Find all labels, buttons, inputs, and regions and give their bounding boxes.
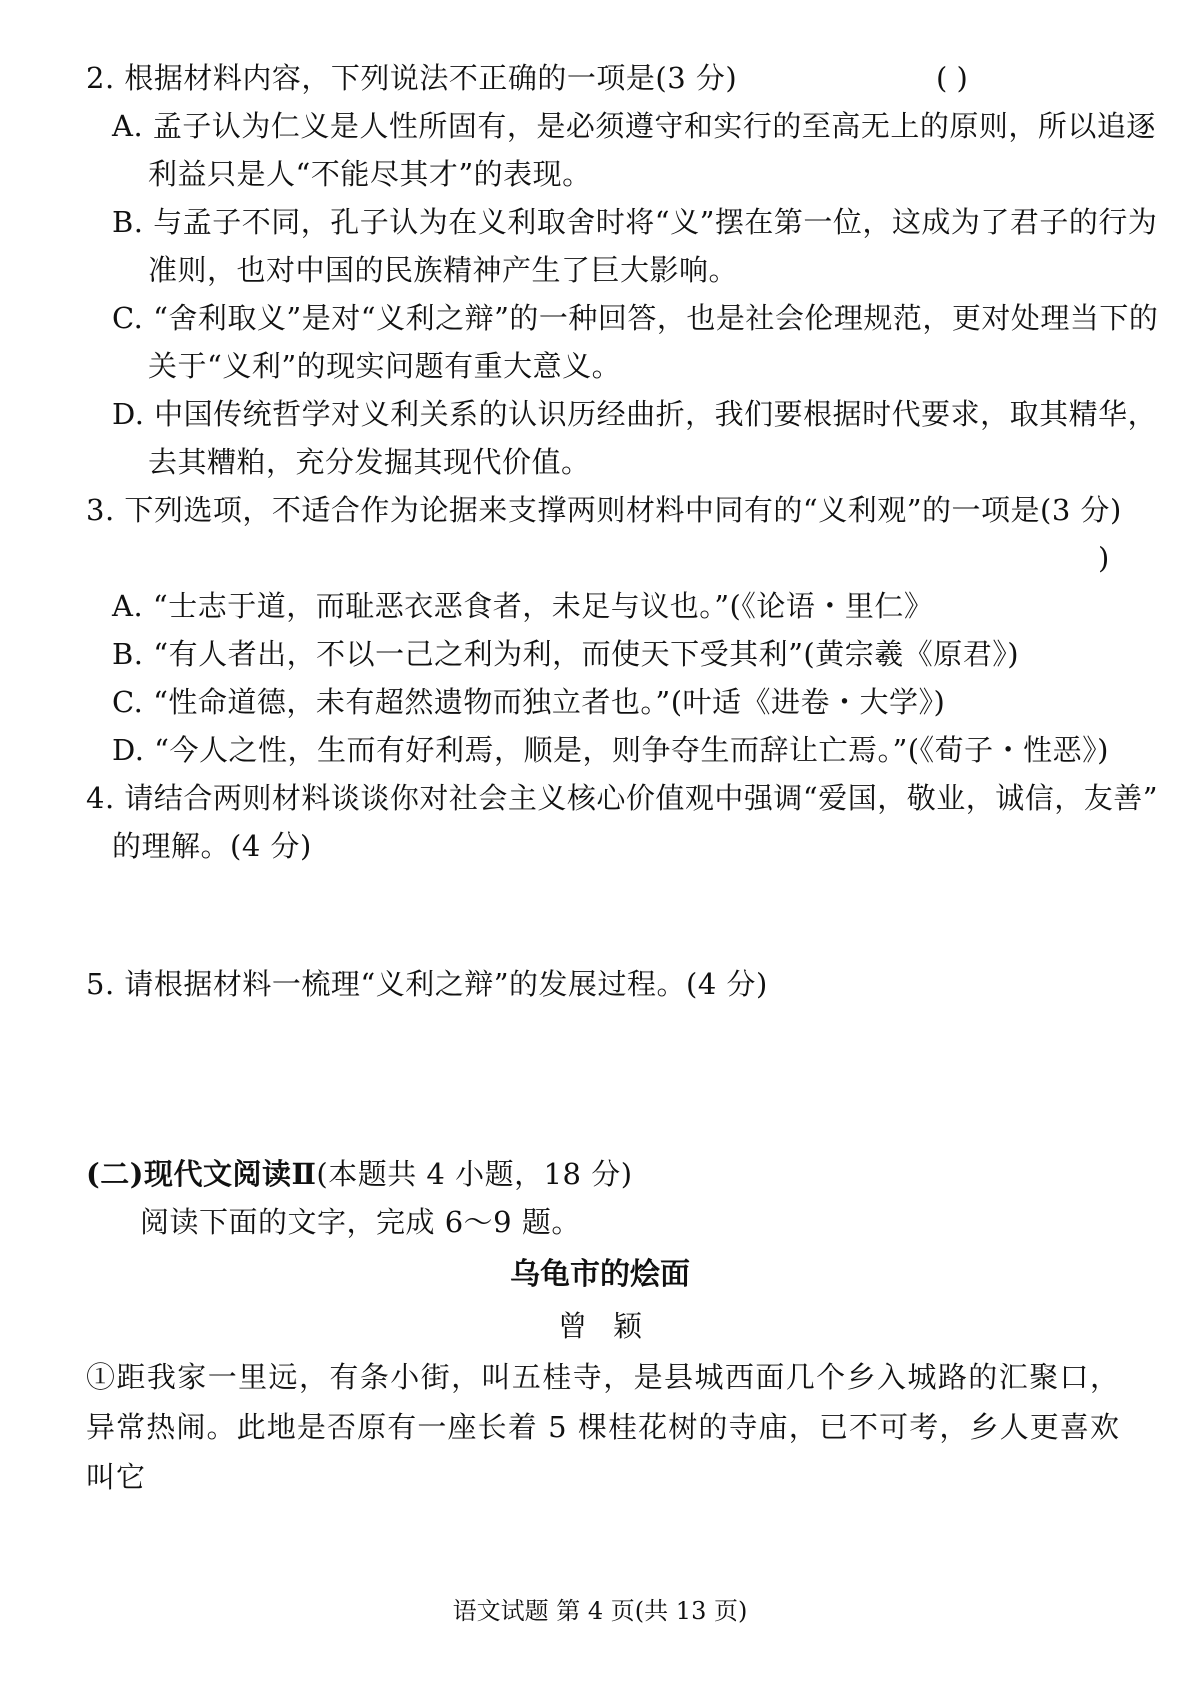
question-3-option-b: B. “有人者出，不以一己之利为利，而使天下受其利”(黄宗羲《原君》) bbox=[112, 637, 1020, 671]
question-3-stem: 3. 下列选项，不适合作为论据来支撑两则材料中同有的“义利观”的一项是(3 分) bbox=[86, 493, 1122, 527]
question-2-option-d-line2: 去其糟粕，充分发掘其现代价值。 bbox=[148, 445, 591, 479]
page-footer: 语文试题 第 4 页(共 13 页) bbox=[452, 1597, 748, 1625]
question-2-option-a-line1: A. 孟子认为仁义是人性所固有，是必须遵守和实行的至高无上的原则，所以追逐 bbox=[112, 109, 1156, 143]
question-2-stem: 2. 根据材料内容，下列说法不正确的一项是(3 分) bbox=[86, 61, 738, 95]
question-3-answer-bracket: ) bbox=[1098, 541, 1110, 575]
section-2-heading-label: (二)现代文阅读Ⅱ bbox=[86, 1157, 317, 1191]
question-2-option-d-line1: D. 中国传统哲学对义利关系的认识历经曲折，我们要根据时代要求，取其精华， bbox=[112, 397, 1158, 431]
question-4-line1: 4. 请结合两则材料谈谈你对社会主义核心价值观中强调“爱国，敬业，诚信，友善” bbox=[86, 781, 1159, 815]
question-2-option-c-line1: C. “舍利取义”是对“义利之辩”的一种回答，也是社会伦理规范，更对处理当下的 bbox=[112, 301, 1159, 335]
question-2-answer-bracket: ( ) bbox=[936, 61, 968, 95]
question-3-option-d: D. “今人之性，生而有好利焉，顺是，则争夺生而辞让亡焉。”(《荀子・性恶》) bbox=[112, 733, 1109, 767]
section-2-instruction: 阅读下面的文字，完成 6～9 题。 bbox=[140, 1205, 581, 1239]
question-2-option-c-line2: 关于“义利”的现实问题有重大意义。 bbox=[148, 349, 622, 383]
article-author: 曾颖 bbox=[557, 1309, 668, 1343]
question-2-option-a-line2: 利益只是人“不能尽其才”的表现。 bbox=[148, 157, 592, 191]
section-2-heading-detail: (本题共 4 小题，18 分) bbox=[316, 1157, 633, 1191]
section-2-heading bbox=[86, 1156, 633, 1192]
question-5-line1: 5. 请根据材料一梳理“义利之辩”的发展过程。(4 分) bbox=[86, 967, 768, 1001]
question-3-option-a: A. “士志于道，而耻恶衣恶食者，未足与议也。”(《论语・里仁》 bbox=[112, 589, 934, 623]
question-4-line2: 的理解。(4 分) bbox=[112, 829, 312, 863]
question-2-option-b-line2: 准则，也对中国的民族精神产生了巨大影响。 bbox=[148, 253, 739, 287]
article-title: 乌龟市的烩面 bbox=[510, 1257, 690, 1292]
question-3-option-c: C. “性命道德，未有超然遗物而独立者也。”(叶适《进卷・大学》) bbox=[112, 685, 946, 719]
question-2-option-b-line1: B. 与孟子不同，孔子认为在义利取舍时将“义”摆在第一位，这成为了君子的行为 bbox=[112, 205, 1158, 239]
article-paragraph-1: ①距我家一里远，有条小街，叫五桂寺，是县城西面几个乡入城路的汇聚口，异常热闹。此地是否原有一座长着 5 棵桂花树的寺庙，已不可考，乡人更喜欢叫它 bbox=[86, 1360, 1120, 1494]
